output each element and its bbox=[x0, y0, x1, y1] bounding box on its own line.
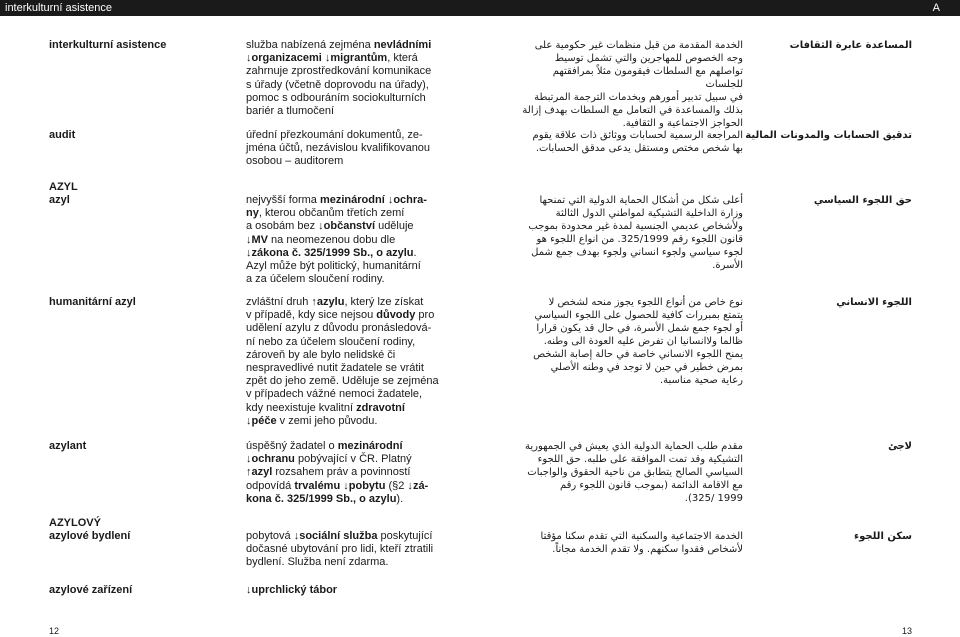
entry-arabic-term: سكن اللجوء bbox=[854, 531, 912, 542]
entry-arabic-definition: المراجعة الرسمية لحسابات ووثائق ذات علاقة يقوم بها شخص مختص ومستقل يدعى مدقق الحسابات. bbox=[532, 130, 743, 154]
entry-term: azylant bbox=[49, 440, 87, 452]
entry-arabic-definition: مقدم طلب الحماية الدولية الذي يعيش في الجمهورية التشيكية وقد تمت الموافقة على طلبه. حق اللجوء السياسي الصالح يتطابق من ناحية الحقوق والواجبات مع الاقامة الدائمة (بموجب قانون اللجوء رقم 1999 /325). bbox=[525, 441, 743, 504]
entry-term: interkulturní asistence bbox=[49, 39, 167, 51]
entry-term: audit bbox=[49, 129, 76, 141]
entry-term: azylové bydlení bbox=[49, 530, 131, 542]
entry-definition: služba nabízená zejména nevládními ↓organizacemi ↓migrantům, která zahrnuje zprostředkování komunikace s úřady (včetně doprovodu na úřady), pomoc s odbouráním sociokulturních bariér a tlumočení bbox=[246, 39, 432, 118]
entry-arabic-definition: الخدمة المقدمة من قبل منظمات غير حكومية على وجه الخصوص للمهاجرين والتي تشمل توسيط تواصلهم مع السلطات فيقومون مثلاً بمرافقتهم للجلسات في سبيل تدبير أمورهم وبخدمات الترجمة المرتبطة بذلك والمساعدة في التعامل مع السلطات بهدف إزالة الحواجز الاجتماعية و الثقافية. bbox=[522, 40, 743, 129]
running-header: interkulturní asistence bbox=[5, 2, 112, 14]
entry-arabic-term: المساعدة عابرة الثقافات bbox=[789, 40, 912, 51]
entry-definition: úspěšný žadatel o mezinárodní ↓ochranu pobývající v ČR. Platný ↑azyl rozsahem práv a povinností odpovídá trvalému ↓pobytu (§2 ↓zá- kona č. 325/1999 Sb., o azylu). bbox=[246, 440, 429, 505]
entry-arabic-term: تدقيق الحسابات والمدونات المالية bbox=[745, 130, 912, 141]
entry-arabic-definition: نوع خاص من أنواع اللجوء يجوز منحه لشخص لا يتمتع بمبررات كافية للحصول على اللجوء السياسي أو لجوء جمع شمل الأسرة، في حال قد يكون قرارا ظالما ولاانسانيا ان تفرض عليه العودة الى وطنه. يمنح اللجوء الانساني خاصة في حالة إصابة الشخص بمرض خطير في حين لا توجد في وطنه الأصلي رعاية صحية مناسبة. bbox=[533, 297, 743, 386]
section-heading: AZYL bbox=[49, 181, 78, 193]
entry-definition: zvláštní druh ↑azylu, který lze získat v případě, kdy sice nejsou důvody pro udělení azylu z důvodu pronásledová- ní nebo za účelem sloučení rodiny, zároveň by ale bylo nelidské či nespravedlivé nutit žadatele se vrátit zpět do jeho země. Uděluje se zejména v případech vážné nemoci žadatele, kdy neexistuje kvalitní zdravotní ↓péče v zemi jeho původu. bbox=[246, 296, 439, 427]
entry-definition: úřední přezkoumání dokumentů, ze- jména účtů, nezávislou kvalifikovanou osobou – auditorem bbox=[246, 129, 431, 168]
entry-arabic-term: اللجوء الانساني bbox=[836, 297, 912, 308]
section-letter: A bbox=[932, 2, 940, 14]
page-number-right: 13 bbox=[901, 626, 912, 636]
entry-definition: ↓uprchlický tábor bbox=[246, 584, 338, 596]
entry-arabic-definition: أعلى شكل من أشكال الحماية الدولية التي تمنحها وزارة الداخلية التشيكية لمواطني الدول الثالثة ولأشخاص عديمي الجنسية لمدة غير محدودة بموجب قانون اللجوء رقم 325/1999. من انواع اللجوء هو لجوء سياسي ولجوء انساني ولجوء بهدف جمع شمل الأسرة. bbox=[528, 195, 743, 271]
entry-term: azyl bbox=[49, 194, 70, 206]
entry-definition: nejvyšší forma mezinárodní ↓ochra- ny, kterou občanům třetích zemí a osobám bez ↓občanství uděluje ↓MV na neomezenou dobu dle ↓zákona č. 325/1999 Sb., o azylu. Azyl může být politický, humanitární a za účelem sloučení rodiny. bbox=[246, 194, 427, 286]
entry-arabic-definition: الخدمة الاجتماعية والسكنية التي تقدم سكنا مؤقتا لأشخاص فقدوا سكنهم. ولا تقدم الخدمة مجاناً. bbox=[540, 531, 743, 555]
entry-definition: pobytová ↓sociální služba poskytující dočasné ubytování pro lidi, kteří ztratili bydlení. Služba není zdarma. bbox=[246, 530, 434, 569]
header-bar bbox=[0, 0, 960, 16]
entry-arabic-term: حق اللجوء السياسي bbox=[813, 195, 912, 206]
entry-arabic-term: لاجئ bbox=[888, 441, 912, 452]
section-heading: AZYLOVÝ bbox=[49, 517, 101, 529]
entry-term: azylové zařízení bbox=[49, 584, 133, 596]
page-number-left: 12 bbox=[49, 626, 60, 636]
entry-term: humanitární azyl bbox=[49, 296, 136, 308]
